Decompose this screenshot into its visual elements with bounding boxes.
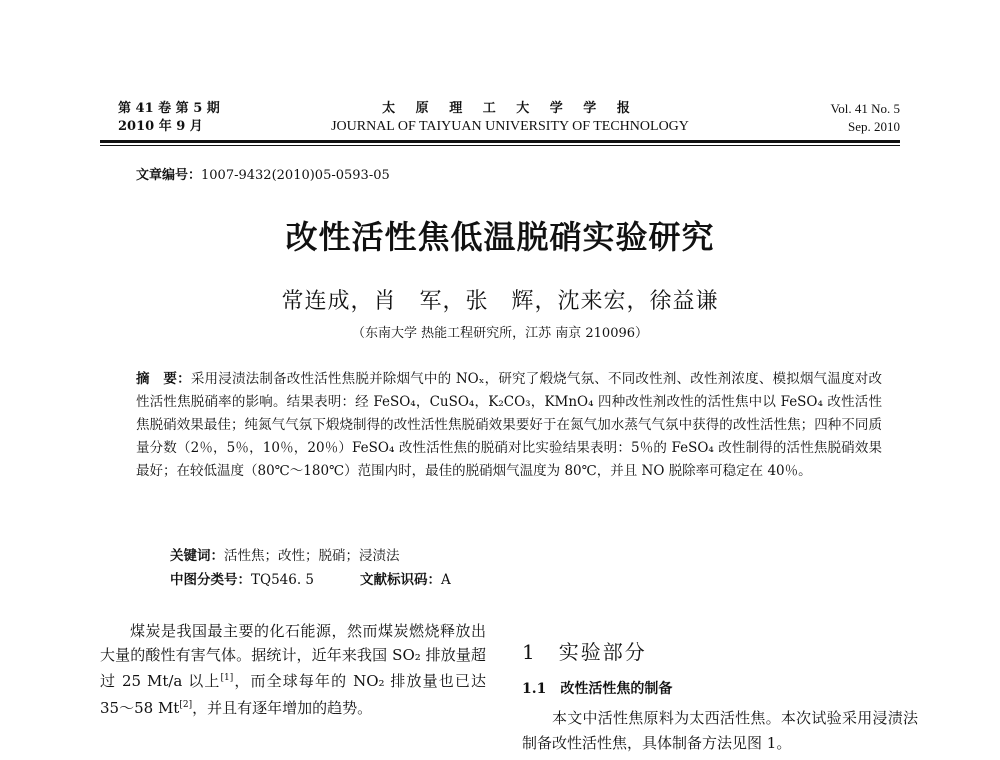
doc-code-value: A <box>441 572 451 588</box>
section-heading-1: 1 实验部分 <box>522 640 647 664</box>
abstract-label: 摘 要： <box>136 371 191 387</box>
authors: 常连成，肖 军，张 辉，沈来宏，徐益谦 <box>281 289 719 314</box>
journal-title-en: JOURNAL OF TAIYUAN UNIVERSITY OF TECHNOLOGY <box>331 119 689 134</box>
abstract <box>136 368 882 483</box>
body-paragraph: 煤炭是我国最主要的化石能源，然而煤炭燃烧释放出大量的酸性有害气体。据统计，近年来我国 SO₂ 排放量超过 25 Mt/a 以上[1]，而全球每年的 NO₂ 排放量也已达 35～58 Mt[2]，并且有逐年增加的趋势。 <box>100 622 487 717</box>
citation-ref: [1] <box>220 673 234 683</box>
header-left <box>118 100 220 136</box>
body-right-column <box>522 706 918 756</box>
keywords-label: 关键词： <box>170 548 224 564</box>
date-en: Sep. 2010 <box>848 119 900 134</box>
clc-label: 中图分类号： <box>170 572 251 588</box>
clc-value: TQ546. 5 <box>251 572 315 588</box>
abstract-text: 采用浸渍法制备改性活性焦脱并除烟气中的 NOₓ，研究了煅烧气氛、不同改性剂、改性剂浓度、模拟烟气温度对改性活性焦脱硝率的影响。结果表明：经 FeSO₄，CuSO₄，K₂CO₃，KMnO₄ 四种改性剂改性的活性焦中以 FeSO₄ 改性活性焦脱硝效果最佳；纯氮气气氛下煅烧制得的改性活性焦脱硝效果要好于在氮气加水蒸气气氛中获得的改性活性焦；四种不同质量分数（2％，5％，10％，20％）FeSO₄ 改性活性焦的脱硝对比实验结果表明：5％的 FeSO₄ 改性制得的活性焦脱硝效果最好；在较低温度（80℃～180℃）范围内时，最佳的脱硝烟气温度为 80℃，并且 NO 脱除率可稳定在 40％。 <box>136 371 882 479</box>
article-number-label: 文章编号： <box>136 168 202 183</box>
section-heading-1-1: 1.1 改性活性焦的制备 <box>522 681 673 697</box>
journal-title-cn: 太 原 理 工 大 学 学 报 <box>382 101 638 116</box>
body-left-column <box>100 620 486 720</box>
citation-ref: [2] <box>179 699 193 710</box>
header-rule-thick <box>100 140 900 143</box>
date-cn: 2010 年 9 月 <box>118 119 203 134</box>
header-center <box>300 100 720 136</box>
volume-issue-cn: 第 41 卷 第 5 期 <box>118 101 220 116</box>
volume-issue-en: Vol. 41 No. 5 <box>830 101 900 116</box>
affiliation: （东南大学 热能工程研究所，江苏 南京 210096） <box>351 326 649 341</box>
keywords-value: 活性焦；改性；脱硝；浸渍法 <box>224 548 400 564</box>
article-number <box>136 164 390 183</box>
classification <box>170 570 451 590</box>
paper-title: 改性活性焦低温脱硝实验研究 <box>285 218 715 256</box>
doc-code-label: 文献标识码： <box>360 572 442 588</box>
header-right <box>760 100 900 136</box>
body-paragraph: 本文中活性焦原料为太西活性焦。本次试验采用浸渍法制备改性活性焦，具体制备方法见图 1。 <box>522 709 918 752</box>
article-number-value: 1007-9432(2010)05-0593-05 <box>201 168 390 183</box>
keywords <box>170 546 400 566</box>
header-rule-thin <box>100 145 900 146</box>
